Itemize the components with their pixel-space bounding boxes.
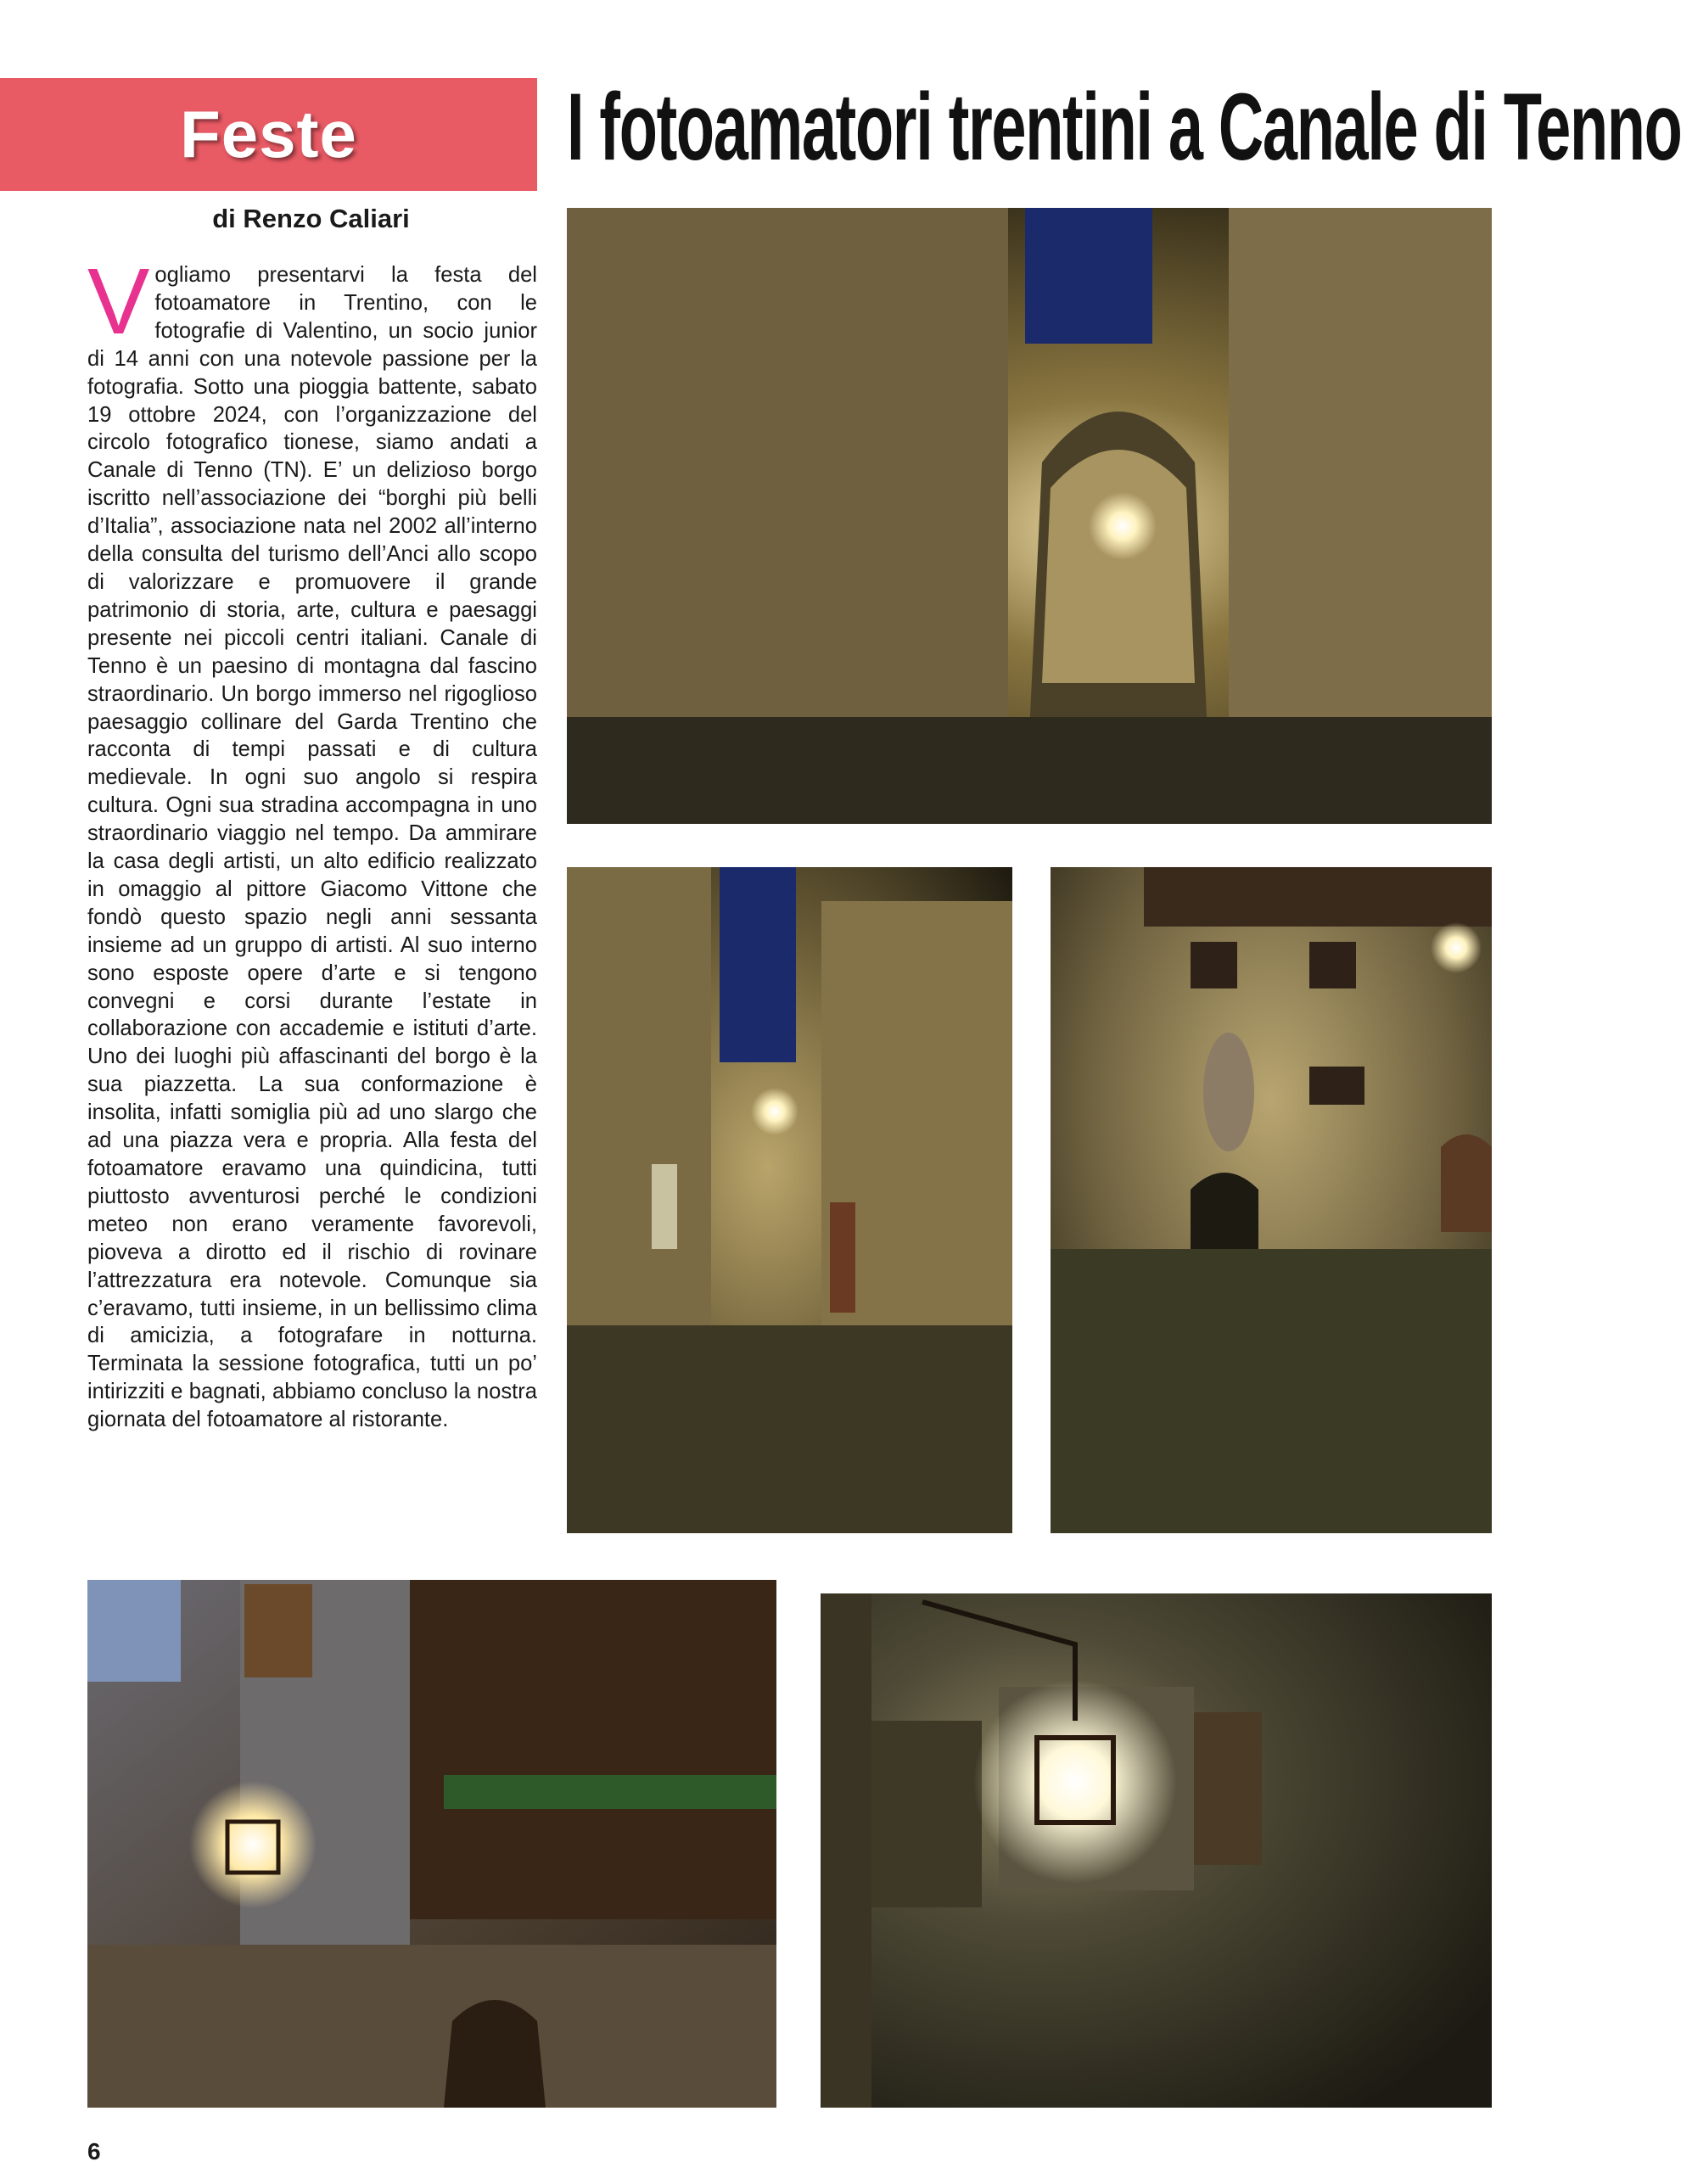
photo-lantern-balcony xyxy=(87,1580,776,2108)
photo-lantern-closeup xyxy=(821,1593,1492,2108)
byline: di Renzo Caliari xyxy=(212,204,410,233)
section-tab xyxy=(0,78,537,191)
photo-alley-arch xyxy=(567,208,1492,824)
page-number: 6 xyxy=(87,2138,101,2164)
article-body xyxy=(87,249,537,1434)
dropcap: V xyxy=(87,249,150,354)
article-body-text: ogliamo presentarvi la festa del fotoamatore in Trentino, con le fotografie di Valentino, un socio junior di 14 anni con una notevole passione per la fotografia. Sotto una pioggia battente, sabato 19 ottobre 2024, con l’organizzazione del circolo fotografico tionese, siamo andati a Canale di Tenno (TN). E’ un delizioso borgo iscritto nell’associazione dei “borghi più belli d’Italia”, associazione nata nel 2002 all’interno della consulta del turismo dell’Anci allo scopo di valorizzare e promuovere il grande patrimonio di storia, arte, cultura e paesaggi presente nei piccoli centri italiani. Canale di Tenno è un paesino di montagna dal fascino straordinario. Un borgo immerso nel rigoglioso paesaggio collinare del Garda Trentino che racconta di tempi passati e di cultura medievale. In ogni suo angolo si respira cultura. Ogni sua stradina accompagna in uno straordinario viaggio nel tempo. Da ammirare la casa degli artisti, un alto edificio realizzato in omaggio al pittore Giacomo Vittone che fondò questo spazio negli anni sessanta insieme ad un gruppo di artisti. Al suo interno sono esposte opere d’arte e si tengono convegni e corsi durante l’estate in collaborazione con accademie e istituti d’arte. Uno dei luoghi più affascinanti del borgo è la sua piazzetta. La sua conformazione è insolita, infatti somiglia più ad uno slargo che ad una piazza vera e propria. Alla festa del fotoamatore eravamo una quindicina, tutti piuttosto avventurosi perché le condizioni meteo non erano veramente favorevoli, pioveva a dirotto ed il rischio di rovinare l’attrezzatura era notevole. Comunque sia c’eravamo, tutti insieme, in un bellissimo clima di amicizia, a fotografare in notturna. Terminata la sessione fotografica, tutti un po’ intirizziti e bagnati, abbiamo concluso la nostra giornata del fotoamatore al ristorante. xyxy=(87,263,537,1432)
section-label: Feste xyxy=(180,97,357,171)
article-title: I fotoamatori trentini a Canale di Tenno xyxy=(567,74,1681,180)
photo-narrow-lane xyxy=(567,867,1012,1533)
photo-piazzetta xyxy=(1051,867,1492,1533)
